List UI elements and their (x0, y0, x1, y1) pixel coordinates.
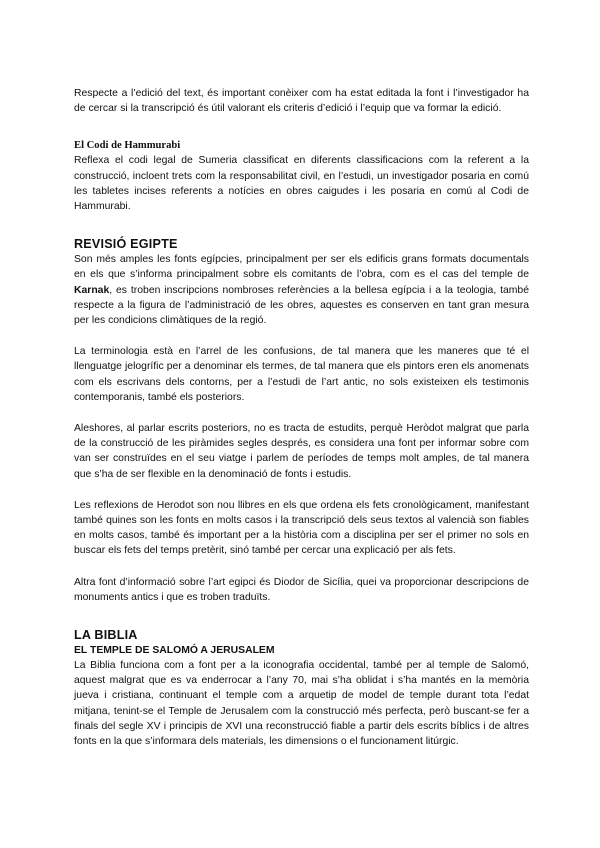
egipte-paragraph-2: La terminologia està en l’arrel de les confusions, de tal manera que les maneres que té el llenguatge jelogrífic per a denominar els termes, de tal manera que els pintors eren els anomenats com els escrivans dels contorns, per a l’estudi de l’art antic, no sols existeixen els testimonis contemporanis, també els posteriors. (74, 346, 529, 403)
document-page (74, 86, 529, 749)
karnak-keyword: Karnak (74, 284, 110, 296)
hammurabi-heading: El Codi de Hammurabi (74, 140, 181, 152)
egipte-heading: REVISIÓ EGIPTE (74, 237, 178, 252)
egipte-p1-text-start: Son més amples les fonts egípcies, principalment per ser els edificis grans formats documentals en els que s’informa principalment sobre els comitants de l’obra, com es el cas del temple de (74, 254, 529, 281)
hammurabi-paragraph: Reflexa el codi legal de Sumeria classificat en diferents classificacions com la referent a la construcció, incloent trets com la responsabilitat civil, en l’estudi, un investigador posaria en comú les tabletes incises referents a notícies en obres caigudes i les posaria en comú al Codi de Hammurabi. (74, 155, 529, 213)
temple-salomo-heading: EL TEMPLE DE SALOMÓ A JERUSALEM (74, 645, 275, 657)
biblia-paragraph: La Biblia funciona com a font per a la iconografia occidental, també per al temple de Salomó, aquest malgrat que es va enderrocar a l’any 70, mai s’ha oblidat i s’ha mantés en la memòria jueva i cristiana, continuant el temple com a arquetip de model de temple durant tota l’edat mitjana, tenint-se el Temple de Jerusalem com la construcció més perfecta, però buscant-se fer a finals del segle XV i principis de XVI una reconstrucció fiable a partir dels escrits bíblics i de altres fonts en la que s’informara dels materials, les dimensions o el funcionament litúrgic. (74, 660, 529, 748)
biblia-heading: LA BIBLIA (74, 628, 138, 643)
egipte-p1-text-end: , es troben inscripcions nombroses referències a la bellesa egípcia i a la teologia, també respecte a la figura de l’administració de les obres, aquestes es conserven en tant gran mesura per les condicions climàtiques de la regió. (74, 284, 529, 327)
egipte-paragraph-5: Altra font d’informació sobre l’art egipci és Diodor de Sicília, quei va proporcionar descripcions de monuments antics i que es troben traduïts. (74, 576, 529, 603)
intro-paragraph: Respecte a l’edició del text, és important conèixer com ha estat editada la font i l’investigador ha de cercar si la transcripció és útil valorant els criteris d’edició i l’equip que va formar la edició. (74, 88, 529, 115)
egipte-paragraph-1 (74, 252, 529, 328)
egipte-paragraph-3: Aleshores, al parlar escrits posteriors, no es tracta de estudits, perquè Heròdot malgrat que parla de la construcció de les piràmides segles després, es considera una font per informar sobre com van ser construïdes en el seu viatge i parlem de períodes de temps molt amples, de tal manera que s’ha de ser flexible en la denominació de fonts i estudis. (74, 423, 529, 480)
egipte-paragraph-4: Les reflexions de Herodot son nou llibres en els que ordena els fets cronològicament, manifestant també quines son les fonts en molts casos i la transcripció dels seus textos al valencià son fiables en molts casos, també és important per a la història com a disciplina per ser el primer no sols en buscar els fets del temps pretèrit, sinó també per cercar una explicació per als fets. (74, 499, 529, 557)
